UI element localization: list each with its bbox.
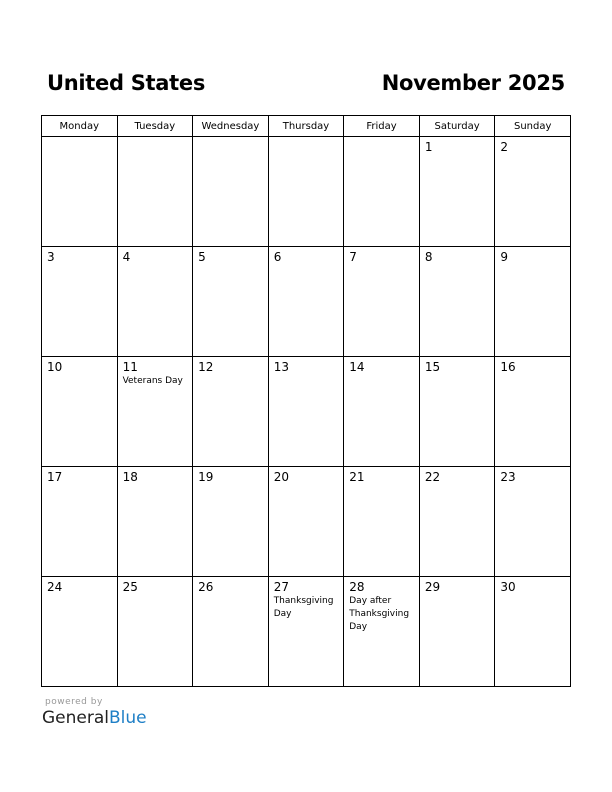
weekday-header: Thursday (268, 116, 344, 137)
day-number: 21 (349, 470, 365, 484)
weekday-header: Wednesday (193, 116, 269, 137)
calendar-country-title: United States (47, 71, 206, 95)
holiday-label: Veterans Day (122, 376, 183, 386)
day-number: 29 (424, 580, 441, 594)
day-cell (268, 137, 344, 247)
day-number: 13 (273, 360, 289, 374)
day-cell (495, 577, 571, 687)
day-cell (419, 467, 495, 577)
day-number: 12 (198, 360, 214, 374)
day-cell (419, 357, 495, 467)
day-number: 16 (500, 360, 516, 374)
day-cell (268, 357, 344, 467)
day-cell (495, 247, 571, 357)
day-number: 2 (500, 140, 509, 154)
day-cell (495, 467, 571, 577)
day-number: 6 (273, 250, 282, 264)
day-cell (419, 577, 495, 687)
day-cell (495, 357, 571, 467)
day-number: 1 (424, 140, 433, 154)
holiday-label: Day after Thanksgiving Day (349, 596, 410, 632)
day-number: 26 (198, 580, 214, 594)
day-cell (419, 137, 495, 247)
day-number: 19 (198, 470, 214, 484)
weekday-header: Sunday (495, 116, 571, 137)
day-cell (419, 247, 495, 357)
day-cell (117, 467, 193, 577)
day-number: 4 (122, 250, 131, 264)
day-number: 15 (424, 360, 441, 374)
week-row (42, 357, 571, 467)
week-row (42, 577, 571, 687)
day-cell (495, 137, 571, 247)
day-cell (193, 247, 269, 357)
day-number: 18 (122, 470, 138, 484)
day-cell (42, 357, 118, 467)
holiday-label: Thanksgiving Day (273, 596, 334, 619)
day-number: 3 (47, 250, 55, 264)
day-cell (117, 137, 193, 247)
brand-text-general: General (42, 708, 109, 728)
day-cell (117, 577, 193, 687)
day-cell (344, 247, 420, 357)
powered-by-text: powered by (45, 697, 103, 707)
day-cell (117, 247, 193, 357)
day-cell (344, 577, 420, 687)
day-cell (193, 467, 269, 577)
day-number: 25 (122, 580, 138, 594)
day-cell (344, 467, 420, 577)
day-cell (42, 137, 118, 247)
day-cell (42, 467, 118, 577)
brand-text-blue: Blue (109, 708, 147, 728)
weekday-header: Friday (344, 116, 420, 137)
day-cell (344, 357, 420, 467)
day-number: 7 (349, 250, 357, 264)
day-number: 17 (47, 470, 63, 484)
day-number: 27 (273, 580, 289, 594)
weekday-header-row (42, 116, 571, 137)
day-number: 8 (424, 250, 433, 264)
day-number: 10 (47, 360, 63, 374)
day-cell (268, 247, 344, 357)
day-cell (117, 357, 193, 467)
week-row (42, 137, 571, 247)
day-number: 14 (349, 360, 365, 374)
weekday-header: Monday (42, 116, 118, 137)
day-number: 20 (273, 470, 289, 484)
day-number: 23 (500, 470, 516, 484)
day-cell (193, 577, 269, 687)
weekday-header: Saturday (419, 116, 495, 137)
day-cell (344, 137, 420, 247)
day-cell (42, 577, 118, 687)
day-number: 24 (47, 580, 63, 594)
calendar-grid (41, 115, 571, 687)
day-cell (268, 577, 344, 687)
day-cell (42, 247, 118, 357)
calendar-month-title: November 2025 (381, 71, 565, 95)
day-number: 22 (424, 470, 441, 484)
day-number: 9 (500, 250, 509, 264)
day-number: 5 (198, 250, 206, 264)
day-number: 28 (349, 580, 365, 594)
day-cell (193, 357, 269, 467)
day-number: 11 (122, 360, 138, 374)
weekday-header: Tuesday (117, 116, 193, 137)
week-row (42, 467, 571, 577)
day-cell (193, 137, 269, 247)
generalblue-logo[interactable] (42, 708, 147, 728)
day-number: 30 (500, 580, 516, 594)
week-row (42, 247, 571, 357)
day-cell (268, 467, 344, 577)
